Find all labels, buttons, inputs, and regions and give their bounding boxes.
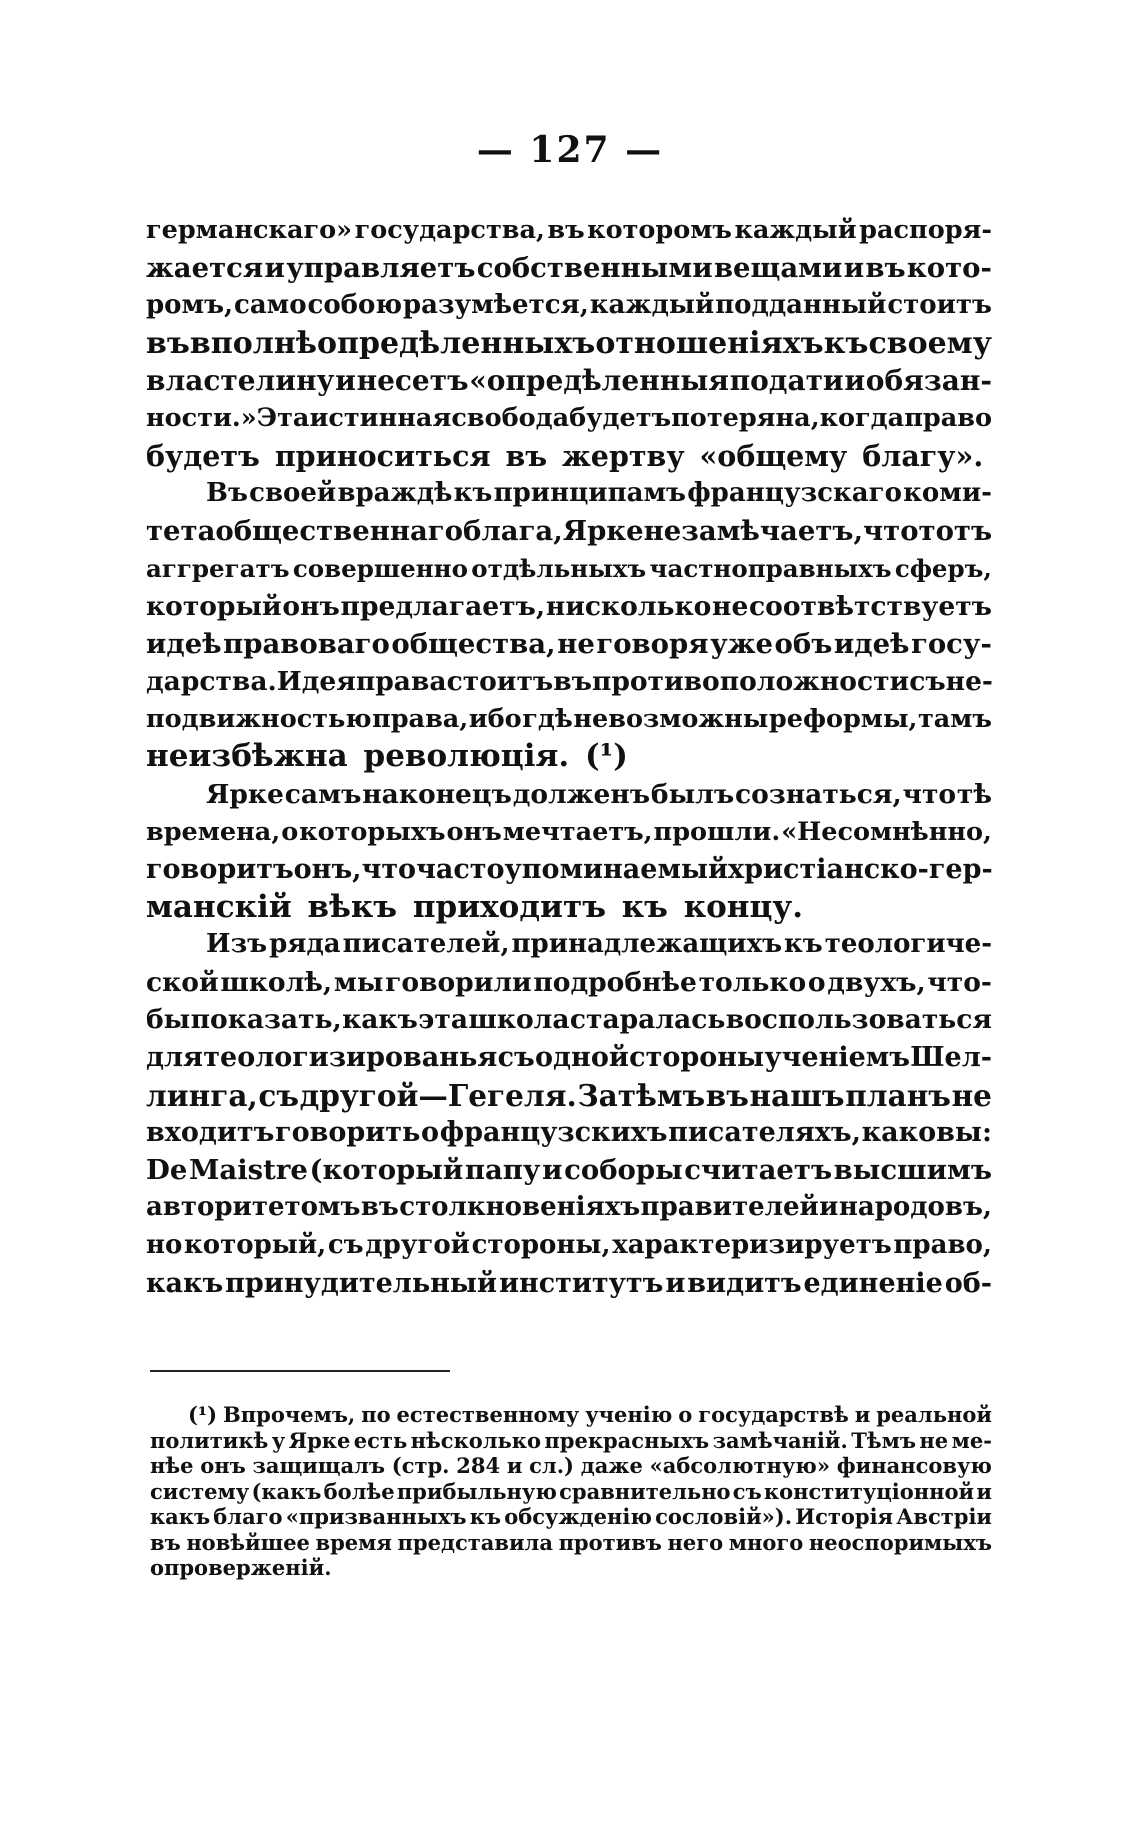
footnote-divider (150, 1370, 450, 1372)
footnote-line: въ новѣйшее время представила противъ него много неоспоримыхъ (150, 1529, 992, 1555)
text-line: авторитетомъ въ столкновенiяхъ правителей и народовъ, (146, 1192, 992, 1223)
text-line: тета общественнаго блага, Ярке не замѣчаетъ, что тотъ (146, 514, 993, 547)
text-line: говоритъ онъ, что часто упоминаемый христiанско-гер- (146, 854, 993, 886)
text-line: въ вполнѣ опредѣленныхъ отношенiяхъ къ своему (146, 325, 992, 361)
text-line: который онъ предлагаетъ, нисколько не соотвѣтствуетъ (146, 590, 992, 622)
text-line: германскаго» государства, въ которомъ каждый распоря- (146, 215, 992, 245)
footnote-line: политикѣ у Ярке есть нѣсколько прекрасныхъ замѣчанiй. Тѣмъ не ме- (150, 1427, 992, 1453)
text-line: Изъ ряда писателей, принадлежащихъ къ теологиче- (206, 929, 992, 960)
text-line: ромъ, само собою разумѣется, каждый подданный стоитъ (146, 290, 992, 321)
footnote-line: систему (какъ болѣе прибыльную сравнительно съ конституцiонной и (150, 1478, 992, 1504)
text-line: аггрегатъ совершенно отдѣльныхъ частноправныхъ сферъ, (146, 554, 992, 584)
footnote-line: опроверженiй. (150, 1555, 332, 1580)
footnote-line: (¹) Впрочемъ, по естественному ученiю о государствѣ и реальной (188, 1402, 992, 1427)
text-line: времена, о которыхъ онъ мечтаетъ, прошли. «Несомнѣнно, (146, 816, 992, 847)
text-line: ности.» Эта истинная свобода будетъ потеряна, когда право (146, 402, 992, 433)
text-line: дарства. Идея права стоитъ въ противоположности съ не- (146, 666, 993, 698)
main-text (146, 212, 992, 1302)
text-line: для теологизированья съ одной стороны ученiемъ Шел- (146, 1042, 992, 1074)
footnotes (150, 1402, 992, 1581)
text-line: линга, съ другой—Гегеля. Затѣмъ въ нашъ планъ не (146, 1077, 992, 1113)
footnote-line: нѣе онъ защищалъ (стр. 284 и сл.) даже «абсолютную» финансовую (150, 1453, 992, 1478)
text-line: идеѣ правоваго общества, не говоря уже объ идеѣ госу- (146, 627, 992, 660)
text-line: входитъ говорить о французскихъ писателяхъ, каковы: (146, 1117, 992, 1149)
text-line: властелину и несетъ «опредѣленныя подати и обязан- (146, 364, 992, 398)
text-line: Ярке самъ наконецъ долженъ былъ сознаться, что тѣ (206, 778, 992, 810)
text-line: Въ своей враждѣ къ принципамъ французскаго коми- (206, 478, 992, 509)
text-line: De Maistre (который папу и соборы считаетъ высшимъ (146, 1153, 992, 1186)
text-line: подвижностью права, ибо гдѣ невозможны реформы, тамъ (146, 703, 992, 734)
text-line: ской школѣ, мы говорили подробнѣе только о двухъ, что- (146, 966, 992, 998)
text-line: но который, съ другой стороны, характеризируетъ право, (146, 1230, 992, 1261)
text-line: бы показать, какъ эта школа старалась воспользоваться (146, 1004, 992, 1036)
text-line: какъ принудительный институтъ и видитъ единенiе об- (146, 1267, 992, 1299)
footnote-line: какъ благо «призванныхъ къ обсужденiю сословiй»). Исторiя Австрiи (150, 1504, 992, 1529)
text-line: будетъ приноситься въ жертву «общему благу». (146, 438, 984, 473)
text-line: неизбѣжна революцiя. (¹) (146, 738, 628, 775)
text-line: манскiй вѣкъ приходитъ къ концу. (146, 888, 804, 925)
page-number: — 127 — (476, 129, 664, 171)
text-line: жается и управляетъ собственными вещами и въ кото- (146, 251, 992, 284)
